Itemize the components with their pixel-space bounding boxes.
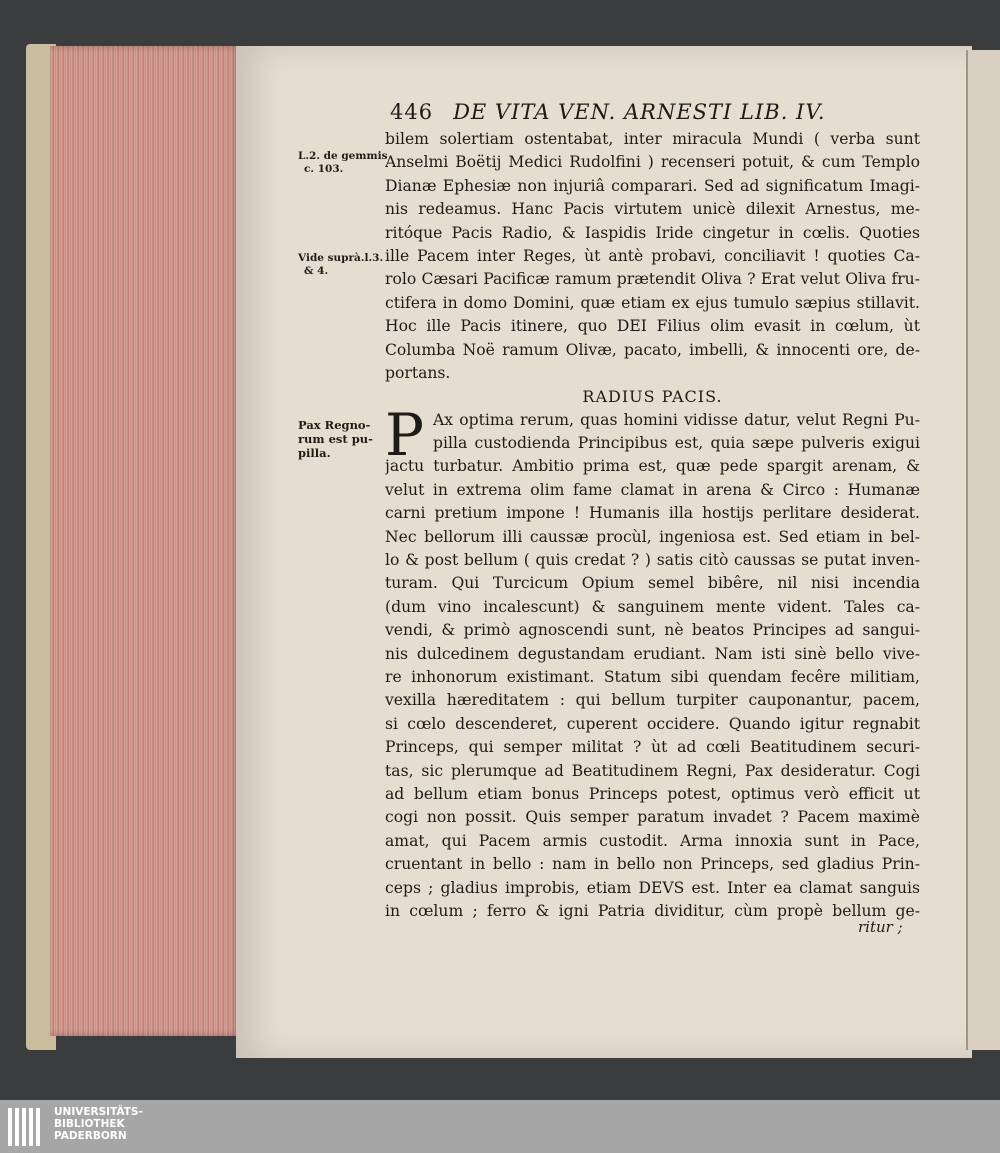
text-line: (dum vino incalescunt) & sanguinem mente vident. Tales ca- [385, 597, 920, 616]
drop-cap: P [385, 400, 425, 469]
text-line: ctifera in domo Domini, quæ etiam ex ejus tumulo sæpius stillavit. [385, 293, 920, 312]
paragraph-2 [385, 400, 920, 924]
section-heading: RADIUS PACIS. [582, 387, 723, 407]
text-line: vendi, & primò agnoscendi sunt, nè beatos Principes ad sangui- [385, 621, 920, 640]
catchword: ritur ; [858, 918, 903, 936]
text-line: carni pretium impone ! Humanis illa hostijs perlitare desiderat. [385, 504, 920, 523]
text-line: ille Pacem inter Reges, ùt antè probavi, conciliavit ! quoties Ca- [385, 246, 920, 265]
running-title: DE VITA VEN. ARNESTI LIB. IV. [453, 100, 826, 124]
paragraph-1 [385, 128, 920, 385]
text-line: Princeps, qui semper militat ? ùt ad cœli Beatitudinem securi- [385, 738, 920, 757]
text-line: velut in extrema olim fame clamat in arena & Circo : Humanæ [385, 480, 920, 499]
text-line: ad bellum etiam bonus Princeps potest, optimus verò efficit ut [385, 784, 920, 803]
marginal-note-1 [298, 150, 387, 176]
library-name-line: PADERBORN [54, 1130, 127, 1142]
paragraph-2-lines [385, 400, 920, 924]
text-line: vexilla hæreditatem : qui bellum turpiter cauponantur, pacem, [385, 691, 920, 710]
page-edges [50, 46, 242, 1036]
text-line: Ax optima rerum, quas homini vidisse datur, velut Regni Pu- [433, 410, 920, 429]
text-line: ceps ; gladius improbis, etiam DEVS est. Inter ea clamat sanguis [385, 878, 920, 897]
text-line: lo & post bellum ( quis credat ? ) satis citò caussas se putat inven- [385, 551, 920, 570]
margin-text: Pax Regno- [298, 418, 371, 432]
library-name-line: UNIVERSITÄTS- [54, 1106, 143, 1118]
text-line: cruentant in bello : nam in bello non Princeps, sed gladius Prin- [385, 855, 920, 874]
library-footer [0, 1100, 1000, 1153]
page-number: 446 [390, 100, 434, 124]
text-line: pilla custodienda Principibus est, quia sæpe pulveris exigui [433, 434, 920, 453]
text-line: Nec bellorum illi caussæ procùl, ingeniosa est. Sed etiam in bel- [385, 527, 920, 546]
text-line: amat, qui Pacem armis custodit. Arma innoxia sunt in Pace, [385, 831, 920, 850]
main-text [385, 128, 920, 923]
margin-text: L.2. de gemmis [298, 150, 388, 162]
library-logo-icon [8, 1108, 46, 1146]
text-line: rolo Cæsari Pacificæ ramum prætendit Oliva ? Erat velut Oliva fru- [385, 270, 920, 289]
margin-text: Vide suprà.l.3. [298, 252, 384, 264]
library-name [54, 1106, 143, 1142]
text-line: turam. Qui Turcicum Opium semel bibêre, nil nisi incendia [385, 574, 920, 593]
text-line: re inhonorum existimant. Statum sibi quendam fecêre militiam, [385, 667, 920, 686]
text-line: Hoc ille Pacis itinere, quo DEI Filius olim evasit in cœlum, ùt [385, 317, 920, 336]
facing-page-edge [966, 50, 1000, 1050]
margin-text: rum est pu- [298, 432, 373, 446]
text-line: ritóque Pacis Radio, & Iaspidis Iride cingetur in cœlis. Quoties [385, 223, 920, 242]
text-line: nis dulcedinem degustandam erudiant. Nam isti sinè bello vive- [385, 644, 920, 663]
running-header [390, 100, 826, 124]
text-line: bilem solertiam ostentabat, inter miracula Mundi ( verba sunt [385, 130, 920, 148]
text-line: Anselmi Boëtij Medici Rudolfini ) recenseri potuit, & cum Templo [385, 153, 920, 172]
margin-text: & 4. [304, 265, 329, 277]
text-line: Dianæ Ephesiæ non injuriâ comparari. Sed ad significatum Imagi- [385, 176, 920, 195]
text-line: cogi non possit. Quis semper paratum invadet ? Pacem maximè [385, 808, 920, 827]
text-line: nis redeamus. Hanc Pacis virtutem unicè dilexit Arnestus, me- [385, 200, 920, 219]
text-line: tas, sic plerumque ad Beatitudinem Regni, Pax desideratur. Cogi [385, 761, 920, 780]
text-line: si cœlo descenderet, cuperent occidere. Quando igitur regnabit [385, 714, 920, 733]
text-line: portans. [385, 363, 451, 382]
text-line: in cœlum ; ferro & igni Patria dividitur, cùm propè bellum ge- [385, 901, 920, 920]
marginal-note-2 [298, 252, 383, 278]
marginal-note-3 [298, 418, 373, 460]
text-line: Columba Noë ramum Olivæ, pacato, imbelli, & innocenti ore, de- [385, 340, 920, 359]
library-name-line: BIBLIOTHEK [54, 1118, 125, 1130]
margin-text: pilla. [298, 446, 331, 460]
text-line: jactu turbatur. Ambitio prima est, quæ pede spargit arenam, & [385, 457, 920, 476]
margin-text: c. 103. [304, 163, 344, 175]
